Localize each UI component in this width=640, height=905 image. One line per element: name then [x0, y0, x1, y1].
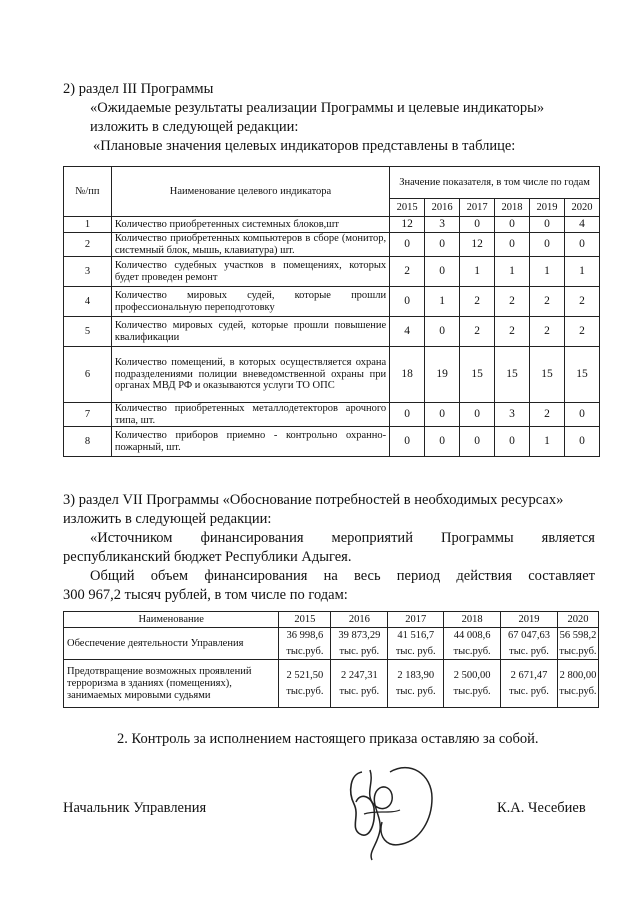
- section2-instruction: изложить в следующей редакции:: [90, 119, 299, 135]
- indicator-value: 0: [530, 233, 565, 257]
- indicator-value: 1: [530, 427, 565, 457]
- indicator-value: 0: [390, 287, 425, 317]
- year-header-2020: 2020: [557, 612, 598, 628]
- indicator-value: 1: [495, 257, 530, 287]
- year-header-2018: 2018: [444, 612, 501, 628]
- funding-unit: тыс. руб.: [395, 685, 436, 697]
- funding-amount: 2 183,90: [397, 669, 435, 681]
- indicator-value: 12: [390, 217, 425, 233]
- funding-amount-cell: [388, 660, 444, 708]
- funding-amount: 44 008,6: [453, 629, 491, 641]
- indicator-name: Количество приобретенных металлодетекторов арочного типа, шт.: [111, 403, 389, 427]
- total-word: весь: [353, 568, 381, 584]
- total-word: объем: [150, 568, 189, 584]
- total-funding-amount: 300 967,2 тысяч рублей, в том числе по годам:: [63, 587, 348, 603]
- year-header-2017: 2017: [388, 612, 444, 628]
- indicator-name: Количество мировых судей, которые прошли повышение квалификации: [111, 317, 389, 347]
- indicator-name: Количество мировых судей, которые прошли профессиональную переподготовку: [111, 287, 389, 317]
- indicator-value: 4: [564, 217, 599, 233]
- indicator-value: 15: [495, 347, 530, 403]
- indicator-value: 2: [460, 287, 495, 317]
- funding-word: мероприятий: [331, 530, 413, 546]
- funding-unit: тыс. руб.: [509, 645, 549, 657]
- indicator-value: 2: [460, 317, 495, 347]
- col-value-header: Значение показателя, в том числе по годам: [390, 167, 600, 199]
- indicator-row: [64, 257, 600, 287]
- row-number: 4: [64, 287, 112, 317]
- row-number: 1: [64, 217, 112, 233]
- indicator-value: 2: [495, 317, 530, 347]
- year-header-2019: 2019: [530, 199, 565, 217]
- total-funding-line: [90, 567, 595, 585]
- funding-amount-cell: [501, 628, 558, 660]
- funding-unit: тыс. руб.: [509, 685, 549, 697]
- year-header-2015: 2015: [390, 199, 425, 217]
- total-word: действия: [456, 568, 513, 584]
- indicator-value: 0: [564, 403, 599, 427]
- row-number: 2: [64, 233, 112, 257]
- funding-amount-cell: [444, 628, 501, 660]
- indicator-value: 2: [495, 287, 530, 317]
- indicator-value: 18: [390, 347, 425, 403]
- indicator-value: 0: [495, 217, 530, 233]
- indicator-value: 0: [425, 427, 460, 457]
- funding-amount-cell: [279, 660, 331, 708]
- indicator-row: [64, 233, 600, 257]
- indicator-value: 2: [530, 287, 565, 317]
- funding-amount-cell: [331, 628, 388, 660]
- indicator-name: Количество приборов приемно - контрольно охранно-пожарный, шт.: [111, 427, 389, 457]
- indicator-value: 1: [460, 257, 495, 287]
- funding-source-end: республиканский бюджет Республики Адыгея.: [63, 549, 352, 565]
- funding-item-name: Предотвращение возможных проявлений терроризма в зданиях (помещениях), занимаемых мировыми судьями: [64, 660, 279, 708]
- year-header-2019: 2019: [501, 612, 558, 628]
- handwritten-signature: [320, 752, 450, 862]
- section2-heading: 2) раздел III Программы: [63, 81, 214, 97]
- funding-amount-cell: [557, 660, 598, 708]
- funding-unit: тыс.руб.: [453, 685, 491, 697]
- indicator-value: 4: [390, 317, 425, 347]
- funding-amount: 2 671,47: [510, 669, 548, 681]
- total-word: Общий: [90, 568, 135, 584]
- row-number: 3: [64, 257, 112, 287]
- indicator-value: 0: [425, 403, 460, 427]
- indicator-value: 15: [530, 347, 565, 403]
- indicators-table: [63, 166, 600, 457]
- year-header-2017: 2017: [460, 199, 495, 217]
- signer-name: К.А. Чесебиев: [497, 800, 586, 816]
- indicator-name: Количество приобретенных системных блоков,шт: [111, 217, 389, 233]
- funding-unit: тыс.руб.: [286, 685, 324, 697]
- indicator-value: 0: [460, 217, 495, 233]
- indicator-row: [64, 217, 600, 233]
- funding-amount: 36 998,6: [286, 629, 324, 641]
- indicator-row: [64, 347, 600, 403]
- indicator-value: 19: [425, 347, 460, 403]
- section2-title: «Ожидаемые результаты реализации Программы и целевые индикаторы»: [90, 100, 545, 116]
- funding-amount: 2 800,00: [559, 669, 597, 681]
- funding-amount: 56 598,2: [559, 629, 597, 641]
- signer-position: Начальник Управления: [63, 800, 207, 816]
- indicator-value: 15: [460, 347, 495, 403]
- indicator-value: 2: [530, 317, 565, 347]
- row-number: 5: [64, 317, 112, 347]
- indicator-value: 15: [564, 347, 599, 403]
- funding-unit: тыс.руб.: [559, 645, 597, 657]
- funding-word: «Источником: [90, 530, 173, 546]
- indicator-name: Количество приобретенных компьютеров в сборе (монитор, системный блок, мышь, клавиатура) шт.: [111, 233, 389, 257]
- closing-statement: 2. Контроль за исполнением настоящего приказа оставляю за собой.: [117, 731, 539, 747]
- year-header-2020: 2020: [564, 199, 599, 217]
- funding-unit: тыс. руб.: [395, 645, 436, 657]
- indicator-value: 0: [425, 233, 460, 257]
- year-header-2018: 2018: [495, 199, 530, 217]
- funding-amount: 39 873,29: [338, 629, 381, 641]
- table1-intro: «Плановые значения целевых индикаторов представлены в таблице:: [93, 138, 516, 154]
- indicator-value: 0: [425, 317, 460, 347]
- indicator-name: Количество судебных участков в помещениях, которых будет проведен ремонт: [111, 257, 389, 287]
- row-number: 8: [64, 427, 112, 457]
- section3-instruction: изложить в следующей редакции:: [63, 511, 272, 527]
- funding-amount-cell: [279, 628, 331, 660]
- total-word: период: [396, 568, 441, 584]
- indicator-value: 0: [530, 217, 565, 233]
- funding-row: [64, 660, 599, 708]
- section3-heading: 3) раздел VII Программы «Обоснование потребностей в необходимых ресурсах»: [63, 492, 564, 508]
- total-word: финансирования: [204, 568, 308, 584]
- indicator-value: 1: [425, 287, 460, 317]
- funding-item-name: Обеспечение деятельности Управления: [64, 628, 279, 660]
- indicator-value: 0: [425, 257, 460, 287]
- col-number-header: №/пп: [64, 167, 112, 217]
- funding-amount: 41 516,7: [397, 629, 435, 641]
- indicator-value: 2: [390, 257, 425, 287]
- funding-amount-cell: [444, 660, 501, 708]
- funding-amount-cell: [501, 660, 558, 708]
- funding-source-line: [90, 529, 595, 547]
- indicator-name: Количество помещений, в которых осуществляется охрана подразделениями полиции вневедомственной охраны при органах МВД РФ и оказываются услуги ТО ОПС: [111, 347, 389, 403]
- year-header-2016: 2016: [425, 199, 460, 217]
- indicator-value: 0: [390, 233, 425, 257]
- indicator-value: 3: [495, 403, 530, 427]
- col-name-header: Наименование: [64, 612, 279, 628]
- indicator-value: 0: [564, 233, 599, 257]
- indicator-value: 0: [460, 427, 495, 457]
- indicator-value: 0: [564, 427, 599, 457]
- funding-unit: тыс.руб.: [453, 645, 491, 657]
- total-word: составляет: [528, 568, 595, 584]
- indicator-value: 2: [564, 317, 599, 347]
- funding-amount: 2 521,50: [286, 669, 324, 681]
- funding-amount: 67 047,63: [508, 629, 551, 641]
- funding-amount-cell: [331, 660, 388, 708]
- col-name-header: Наименование целевого индикатора: [111, 167, 389, 217]
- funding-amount: 2 247,31: [340, 669, 378, 681]
- funding-unit: тыс.руб.: [286, 645, 324, 657]
- funding-unit: тыс.руб.: [559, 685, 597, 697]
- funding-unit: тыс. руб.: [339, 645, 380, 657]
- indicator-row: [64, 403, 600, 427]
- funding-word: финансирования: [200, 530, 304, 546]
- indicator-row: [64, 427, 600, 457]
- indicator-value: 0: [390, 427, 425, 457]
- row-number: 7: [64, 403, 112, 427]
- indicator-value: 2: [530, 403, 565, 427]
- funding-amount-cell: [557, 628, 598, 660]
- indicator-value: 2: [564, 287, 599, 317]
- funding-amount-cell: [388, 628, 444, 660]
- indicator-row: [64, 287, 600, 317]
- indicator-value: 1: [564, 257, 599, 287]
- funding-unit: тыс. руб.: [339, 685, 380, 697]
- year-header-2016: 2016: [331, 612, 388, 628]
- indicator-value: 12: [460, 233, 495, 257]
- total-word: на: [323, 568, 338, 584]
- indicator-row: [64, 317, 600, 347]
- indicator-value: 1: [530, 257, 565, 287]
- funding-word: является: [541, 530, 595, 546]
- funding-row: [64, 628, 599, 660]
- funding-table: [63, 611, 599, 708]
- indicator-value: 0: [495, 233, 530, 257]
- indicator-value: 0: [390, 403, 425, 427]
- row-number: 6: [64, 347, 112, 403]
- indicator-value: 3: [425, 217, 460, 233]
- indicator-value: 0: [495, 427, 530, 457]
- funding-amount: 2 500,00: [453, 669, 491, 681]
- year-header-2015: 2015: [279, 612, 331, 628]
- funding-word: Программы: [440, 530, 514, 546]
- indicator-value: 0: [460, 403, 495, 427]
